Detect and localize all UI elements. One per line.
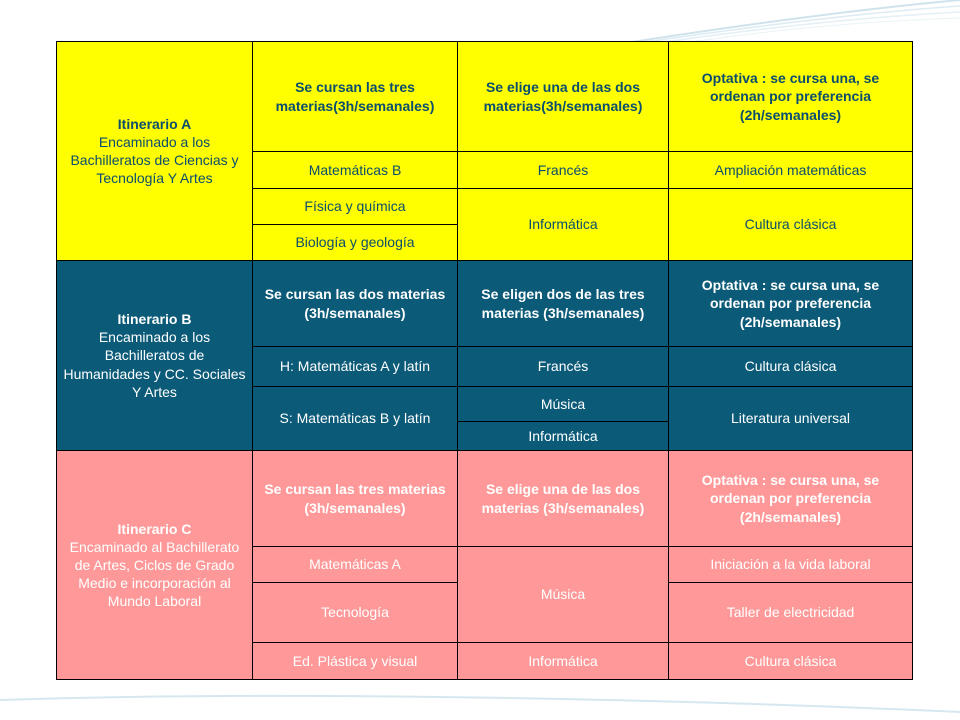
itinerary-b-header-1: Se cursan las dos materias (3h/semanales) xyxy=(253,261,458,347)
itinerary-c-title: Itinerario C xyxy=(117,520,192,537)
itinerary-c-r3-c3: Cultura clásica xyxy=(669,643,913,680)
itinerary-b-r23-c3: Literatura universal xyxy=(669,387,913,451)
itinerary-b-desc: Encaminado a los Bachilleratos de Humanidades y CC. Sociales Y Artes xyxy=(63,329,246,400)
itinerary-b-r1-c2: Francés xyxy=(458,347,669,387)
itinerary-b-cell xyxy=(57,261,253,451)
itinerary-a-r3-c1: Biología y geología xyxy=(253,225,458,261)
itinerary-c-r1-c1: Matemáticas A xyxy=(253,547,458,583)
itinerary-b-r2-c2: Música xyxy=(458,387,669,422)
itinerary-c-cell xyxy=(57,451,253,680)
itinerary-a-r1-c3: Ampliación matemáticas xyxy=(669,152,913,189)
itinerary-c-r3-c2: Informática xyxy=(458,643,669,680)
itinerary-a-header-3: Optativa : se cursa una, se ordenan por preferencia (2h/semanales) xyxy=(669,42,913,152)
itinerary-a-r2-c1: Física y química xyxy=(253,189,458,225)
itinerary-b-r3-c2: Informática xyxy=(458,422,669,451)
itinerary-table xyxy=(56,41,913,680)
itinerary-a-r23-c3: Cultura clásica xyxy=(669,189,913,261)
itinerary-c-desc: Encaminado al Bachillerato de Artes, Ciclos de Grado Medio e incorporación al Mundo Laboral xyxy=(69,538,240,610)
itinerary-a-title: Itinerario A xyxy=(117,115,192,132)
itinerary-c-header-1: Se cursan las tres materias (3h/semanales) xyxy=(253,451,458,547)
itinerary-a-r23-c2: Informática xyxy=(458,189,669,261)
itinerary-a-desc: Encaminado a los Bachilleratos de Ciencias y Tecnología Y Artes xyxy=(70,133,239,187)
itinerary-b-title: Itinerario B xyxy=(117,311,192,328)
itinerary-a-r1-c2: Francés xyxy=(458,152,669,189)
itinerary-c-r1-c3: Iniciación a la vida laboral xyxy=(669,547,913,583)
itinerary-b-header-3: Optativa : se cursa una, se ordenan por preferencia (2h/semanales) xyxy=(669,261,913,347)
itinerary-b-r1-c1: H: Matemáticas A y latín xyxy=(253,347,458,387)
itinerary-c-header-2: Se elige una de las dos materias (3h/semanales) xyxy=(458,451,669,547)
itinerary-c-r12-c2: Música xyxy=(458,547,669,643)
itinerary-a-r1-c1: Matemáticas B xyxy=(253,152,458,189)
itinerary-c-header-3: Optativa : se cursa una, se ordenan por preferencia (2h/semanales) xyxy=(669,451,913,547)
itinerary-c-header-row xyxy=(57,451,913,547)
itinerary-c-r2-c3: Taller de electricidad xyxy=(669,583,913,643)
itinerary-b-r23-c1: S: Matemáticas B y latín xyxy=(253,387,458,451)
itinerary-a-header-1: Se cursan las tres materias(3h/semanales) xyxy=(253,42,458,152)
itinerary-b-header-2: Se eligen dos de las tres materias (3h/semanales) xyxy=(458,261,669,347)
itinerary-b-header-row xyxy=(57,261,913,347)
itinerary-b-r1-c3: Cultura clásica xyxy=(669,347,913,387)
itinerary-a-header-2: Se elige una de las dos materias(3h/semanales) xyxy=(458,42,669,152)
itinerary-a-cell xyxy=(57,42,253,261)
itinerary-c-r3-c1: Ed. Plástica y visual xyxy=(253,643,458,680)
itinerary-a-header-row xyxy=(57,42,913,152)
itinerary-c-r2-c1: Tecnología xyxy=(253,583,458,643)
